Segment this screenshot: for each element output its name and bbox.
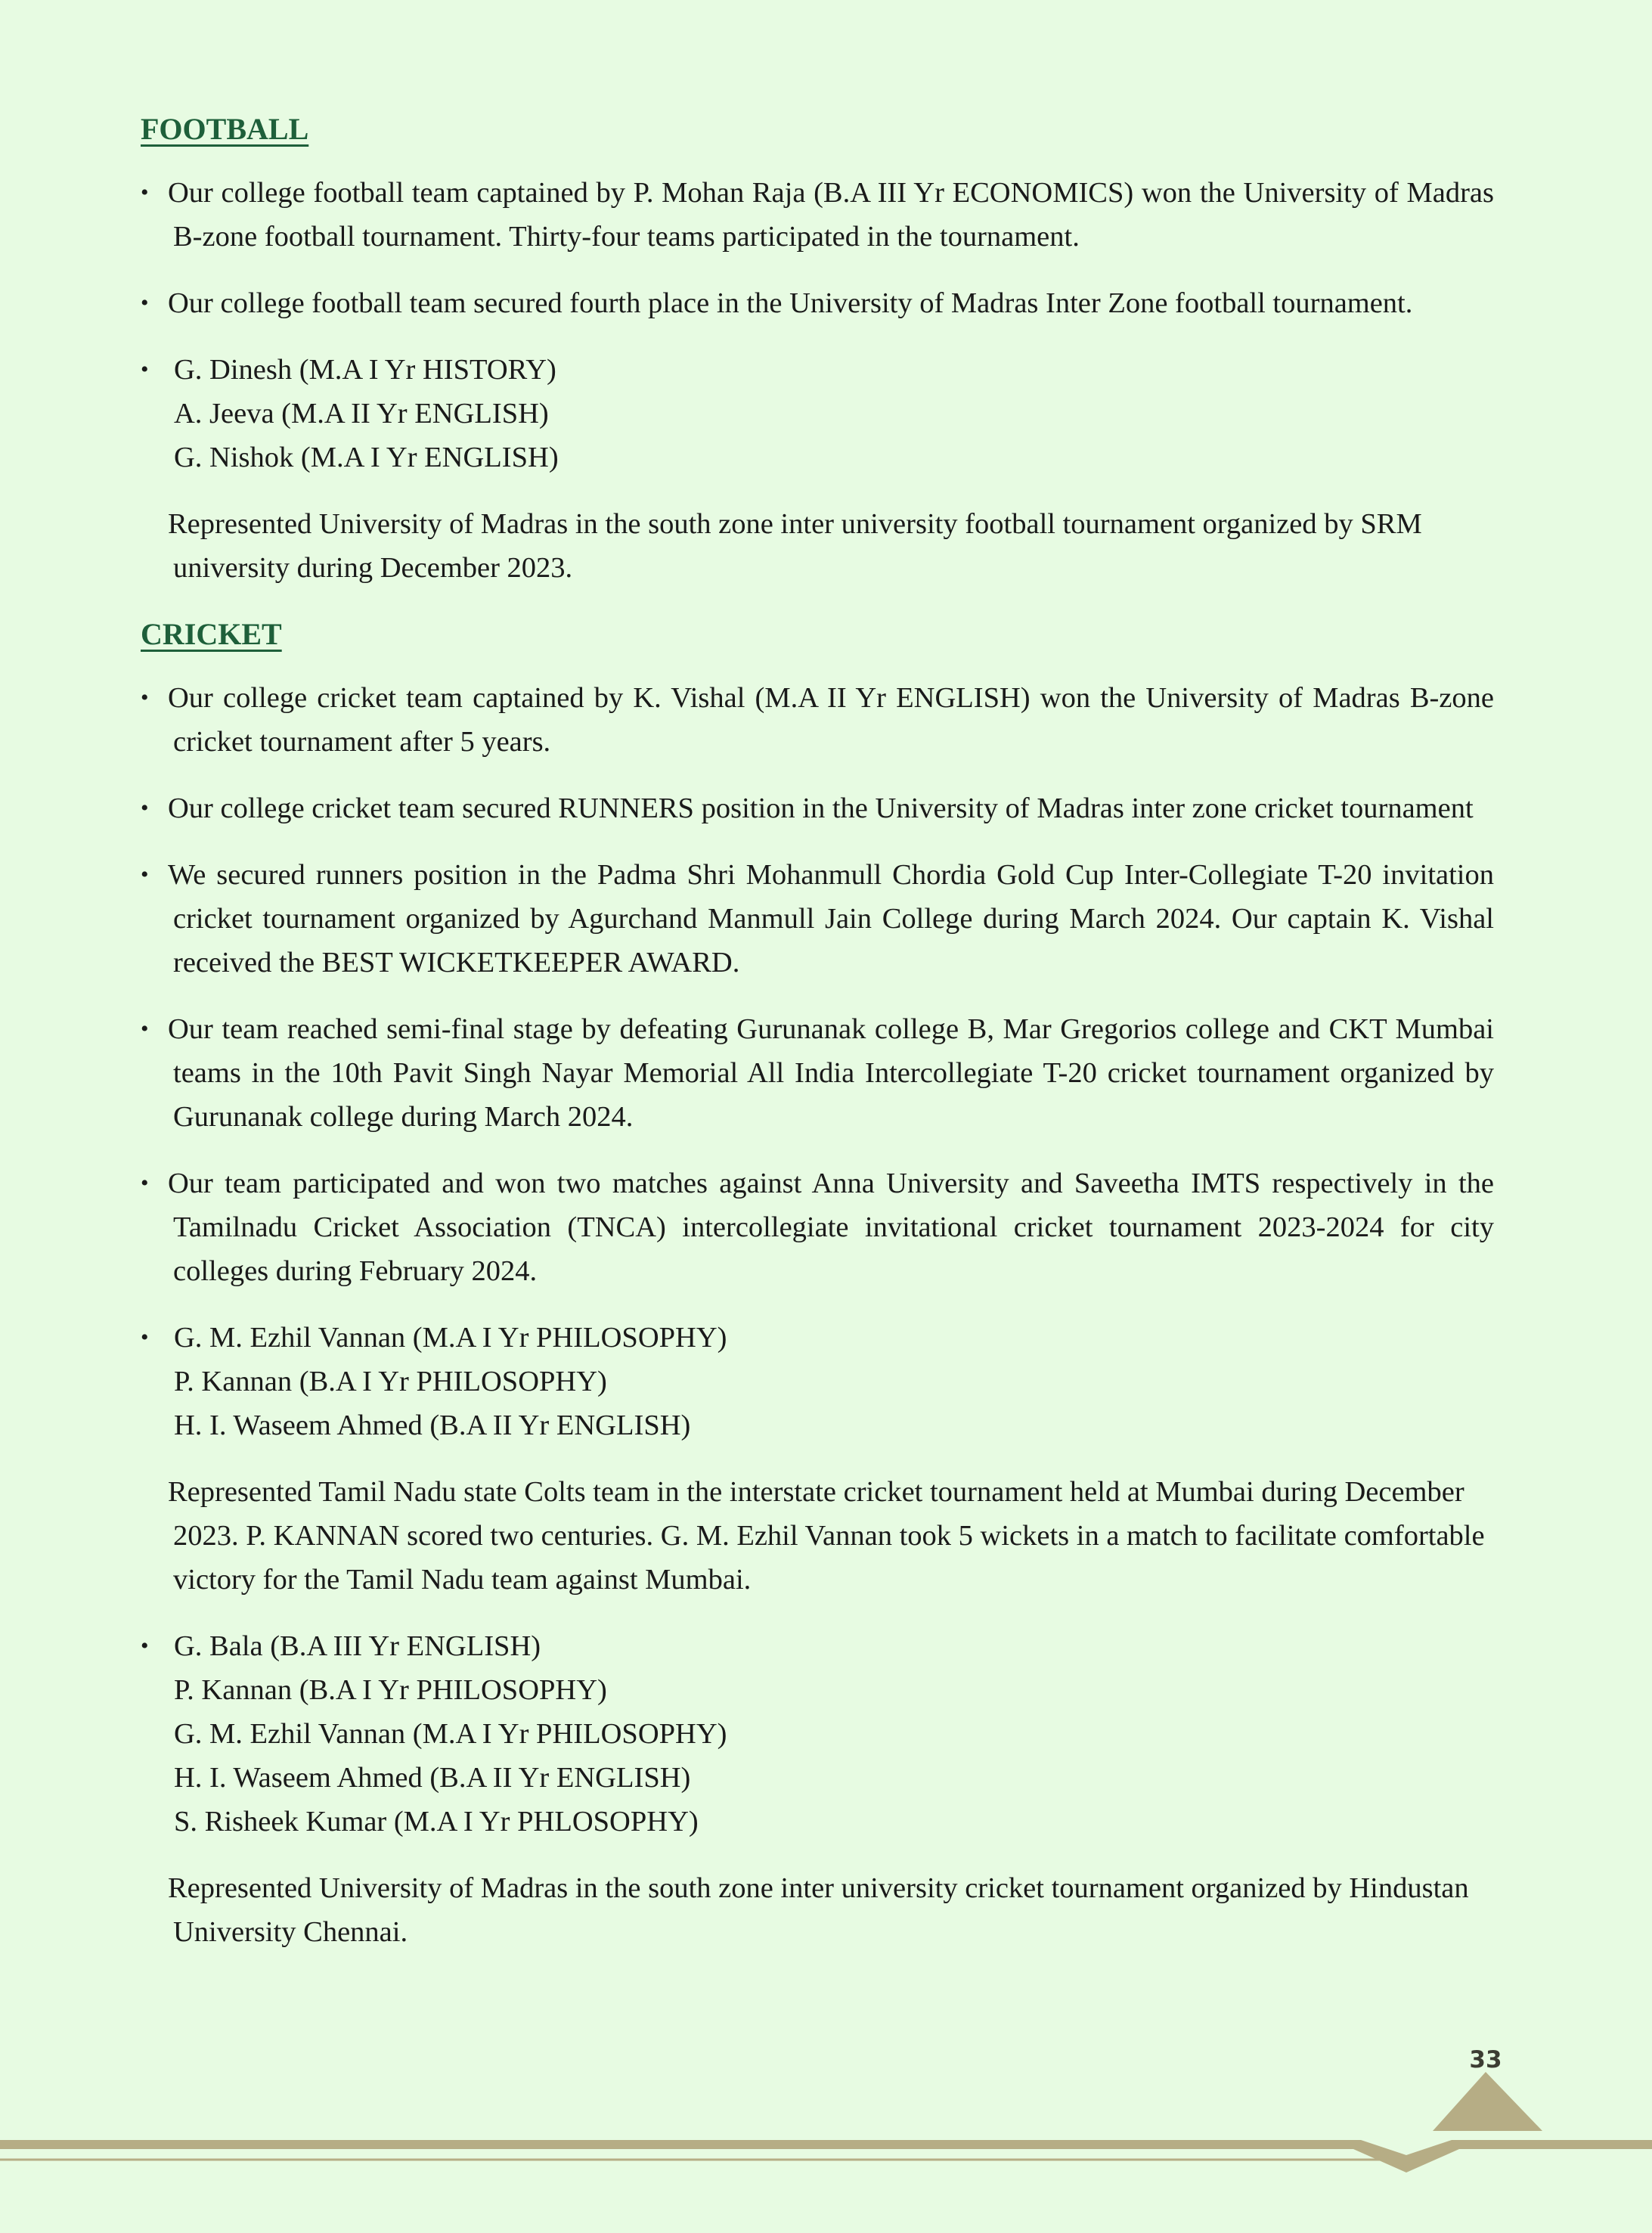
player-name: S. Risheek Kumar (M.A I Yr PHLOSOPHY) — [174, 1806, 699, 1838]
cricket-colts-represented-text: Represented Tamil Nadu state Colts team in the interstate cricket tournament held at Mumbai during December 2023. P. KANNAN scored two centuries. G. M. Ezhil Vannan took 5 wickets in a match to facilitate comfortable victory for the Tamil Nadu team against Mumbai. — [168, 1476, 1485, 1596]
football-represented — [141, 502, 1494, 590]
cricket-item-2 — [141, 786, 1494, 830]
cricket-item-4 — [141, 1007, 1494, 1139]
cricket-item-5 — [141, 1161, 1494, 1293]
footer-stripe — [0, 2140, 1652, 2173]
player-name: G. Nishok (M.A I Yr ENGLISH) — [174, 442, 559, 473]
cricket-item-3-text: We secured runners position in the Padma Shri Mohanmull Chordia Gold Cup Inter-Collegiate T-20 invitation cricket tournament organized by Agurchand Manmull Jain College during March 2024. Our captain K. Vishal received the BEST WICKETKEEPER AWARD. — [168, 859, 1494, 978]
cricket-item-5-text: Our team participated and won two matches against Anna University and Saveetha IMTS respectively in the Tamilnadu Cricket Association (TNCA) intercollegiate invitational cricket tournament 2023-2024 for city colleges during February 2024. — [168, 1168, 1494, 1287]
player-name: G. Bala (B.A III Yr ENGLISH) — [174, 1630, 541, 1662]
cricket-colts-players — [141, 1316, 1494, 1447]
cricket-univ-players — [141, 1624, 1494, 1844]
player-name: A. Jeeva (M.A II Yr ENGLISH) — [174, 398, 549, 430]
cricket-item-1-text: Our college cricket team captained by K. Vishal (M.A II Yr ENGLISH) won the University of Madras B-zone cricket tournament after 5 years. — [168, 682, 1494, 758]
cricket-item-2-text: Our college cricket team secured RUNNERS position in the University of Madras inter zone cricket tournament — [168, 792, 1474, 824]
page-number-triangle — [1433, 2072, 1542, 2131]
football-represented-text: Represented University of Madras in the south zone inter university football tournament organized by SRM university during December 2023. — [168, 508, 1422, 584]
page-content — [141, 107, 1494, 1977]
bullet: • — [141, 290, 149, 315]
cricket-colts-represented — [141, 1470, 1494, 1602]
bullet: • — [141, 862, 149, 887]
football-item-2 — [141, 281, 1494, 325]
football-item-2-text: Our college football team secured fourth place in the University of Madras Inter Zone football tournament. — [168, 287, 1413, 319]
bullet: • — [141, 796, 149, 820]
player-name: G. Dinesh (M.A I Yr HISTORY) — [174, 354, 556, 386]
bullet: • — [141, 1325, 149, 1350]
bullet: • — [141, 180, 149, 205]
bullet: • — [141, 357, 149, 382]
footer-band — [0, 2064, 1652, 2178]
player-name: H. I. Waseem Ahmed (B.A II Yr ENGLISH) — [174, 1410, 691, 1441]
cricket-item-1 — [141, 676, 1494, 764]
player-name: G. M. Ezhil Vannan (M.A I Yr PHILOSOPHY) — [174, 1718, 727, 1750]
player-name: G. M. Ezhil Vannan (M.A I Yr PHILOSOPHY) — [174, 1322, 727, 1354]
bullet: • — [141, 1633, 149, 1658]
football-item-1-text: Our college football team captained by P. Mohan Raja (B.A III Yr ECONOMICS) won the University of Madras B-zone football tournament. Thirty-four teams participated in the tournament. — [168, 177, 1494, 253]
bullet: • — [141, 1016, 149, 1041]
cricket-heading: CRICKET — [141, 617, 282, 651]
player-name: P. Kannan (B.A I Yr PHILOSOPHY) — [174, 1366, 607, 1397]
cricket-item-4-text: Our team reached semi-final stage by defeating Gurunanak college B, Mar Gregorios college and CKT Mumbai teams in the 10th Pavit Singh Nayar Memorial All India Intercollegiate T-20 cricket tournament organized by Gurunanak college during March 2024. — [168, 1013, 1494, 1133]
cricket-univ-represented — [141, 1866, 1494, 1954]
cricket-univ-represented-text: Represented University of Madras in the south zone inter university cricket tournament organized by Hindustan University Chennai. — [168, 1872, 1469, 1948]
player-name: H. I. Waseem Ahmed (B.A II Yr ENGLISH) — [174, 1762, 691, 1794]
player-name: P. Kannan (B.A I Yr PHILOSOPHY) — [174, 1674, 607, 1706]
bullet: • — [141, 685, 149, 710]
page-number: 33 — [1469, 2046, 1502, 2073]
football-item-1 — [141, 171, 1494, 259]
football-heading: FOOTBALL — [141, 112, 309, 146]
bullet: • — [141, 1171, 149, 1196]
football-players — [141, 348, 1494, 479]
cricket-item-3 — [141, 853, 1494, 985]
